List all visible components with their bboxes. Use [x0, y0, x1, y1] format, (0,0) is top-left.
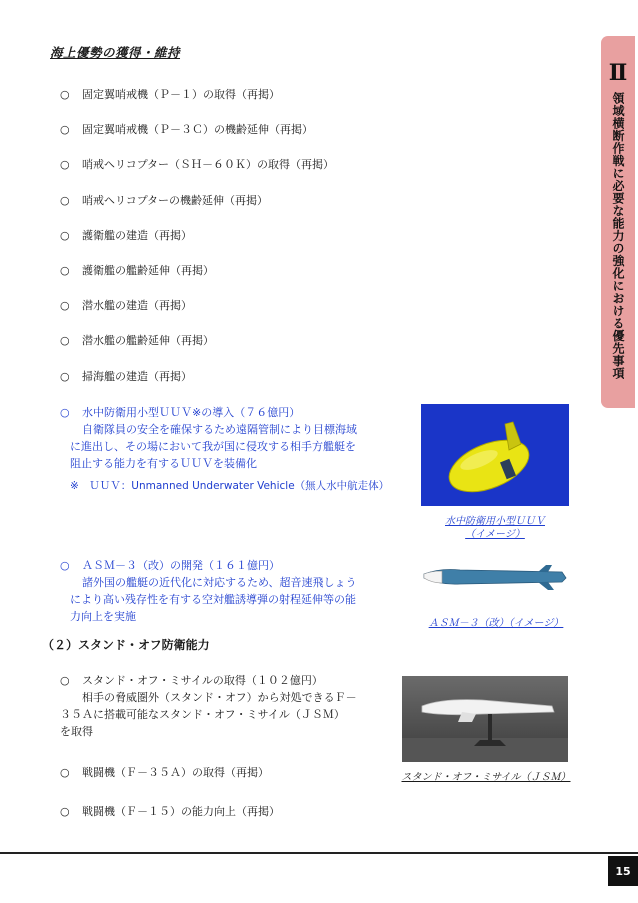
footer-rule — [0, 852, 638, 854]
list-item: ○ 固定翼哨戒機（Ｐ－３Ｃ）の機齢延伸（再掲） — [60, 123, 313, 136]
asm-title: ○ ＡＳＭ－３（改）の開発（１６１億円） — [60, 559, 280, 572]
list-item: ○ 戦闘機（Ｆ－１５）の能力向上（再掲） — [60, 805, 280, 818]
uuv-block — [60, 404, 389, 495]
bullet: ○ — [60, 334, 70, 347]
bullet: ○ — [60, 766, 70, 779]
bullet: ○ — [60, 559, 70, 572]
list-item: ○ 潜水艦の艦齢延伸（再掲） — [60, 334, 214, 347]
jsm-line: を取得 — [60, 725, 93, 738]
bullet: ○ — [60, 674, 70, 687]
asm-missile-image — [420, 560, 570, 594]
list-item: ○ 固定翼哨戒機（Ｐ－１）の取得（再掲） — [60, 88, 280, 101]
bullet: ○ — [60, 805, 70, 818]
list-item: ○ 戦闘機（Ｆ－３５Ａ）の取得（再掲） — [60, 766, 269, 779]
list-item: ○ 哨戒ヘリコプター（ＳＨ－６０Ｋ）の取得（再掲） — [60, 158, 335, 171]
section-heading: 海上優勢の獲得・維持 — [50, 45, 181, 60]
chapter-title: 領域横断作戦に必要な能力の強化における優先事項 — [611, 92, 625, 380]
bullet: ○ — [60, 370, 70, 383]
chapter-number: Ⅱ — [608, 60, 628, 86]
bullet: ○ — [60, 123, 70, 136]
list-item: ○ 掃海艦の建造（再掲） — [60, 370, 192, 383]
jsm-caption: スタンド・オフ・ミサイル（ＪＳＭ） — [401, 772, 571, 783]
list-item: ○ 潜水艦の建造（再掲） — [60, 299, 192, 312]
uuv-note: ※ ＵＵＶ：Unmanned Underwater Vehicle（無人水中航走体） — [70, 480, 390, 492]
bullet: ○ — [60, 194, 70, 207]
asm-line: 諸外国の艦艇の近代化に対応するため、超音速飛しょう — [82, 576, 357, 589]
page-number: 15 — [608, 856, 638, 886]
bullet: ○ — [60, 88, 70, 101]
bullet: ○ — [60, 406, 70, 419]
asm-line: 力向上を実施 — [70, 610, 136, 623]
asm-fin — [538, 565, 552, 572]
jsm-title: ○ スタンド・オフ・ミサイルの取得（１０２億円） — [60, 674, 323, 687]
jsm-line: ３５Ａに搭載可能なスタンド・オフ・ミサイル（ＪＳＭ） — [60, 708, 345, 721]
uuv-caption-sub: （イメージ） — [465, 529, 525, 540]
bullet: ○ — [60, 158, 70, 171]
list-item: ○ 護衛艦の建造（再掲） — [60, 229, 192, 242]
uuv-image — [421, 404, 569, 506]
asm-caption: ＡＳＭ－３（改）（イメージ） — [428, 618, 564, 629]
jsm-line: 相手の脅威圏外（スタンド・オフ）から対処できるＦ－ — [82, 691, 357, 704]
list-item: ○ 護衛艦の艦齢延伸（再掲） — [60, 264, 214, 277]
uuv-title: ○ 水中防衛用小型ＵＵＶ※の導入（７６億円） — [60, 406, 301, 419]
bullet: ○ — [60, 299, 70, 312]
bullet: ○ — [60, 264, 70, 277]
asm-nose — [424, 571, 442, 583]
uuv-caption: 水中防衛用小型ＵＵＶ — [445, 516, 545, 527]
uuv-line: 自衛隊員の安全を確保するため遠隔管制により目標海域 — [82, 423, 357, 436]
list-item: ○ 哨戒ヘリコプターの機齢延伸（再掲） — [60, 194, 269, 207]
jsm-stand-post — [488, 714, 492, 740]
uuv-line: 阻止する能力を有するＵＵＶを装備化 — [70, 457, 257, 470]
asm-line: により高い残存性を有する空対艦誘導弾の射程延伸等の能 — [70, 593, 356, 606]
asm-block — [60, 557, 357, 625]
jsm-block — [60, 672, 357, 740]
bullet: ○ — [60, 229, 70, 242]
asm-fin — [538, 582, 554, 590]
jsm-photo — [402, 676, 568, 762]
section-title: （２）スタンド・オフ防衛能力 — [42, 638, 210, 652]
uuv-line: に進出し、その場において我が国に侵攻する相手方艦艇を — [70, 440, 356, 453]
